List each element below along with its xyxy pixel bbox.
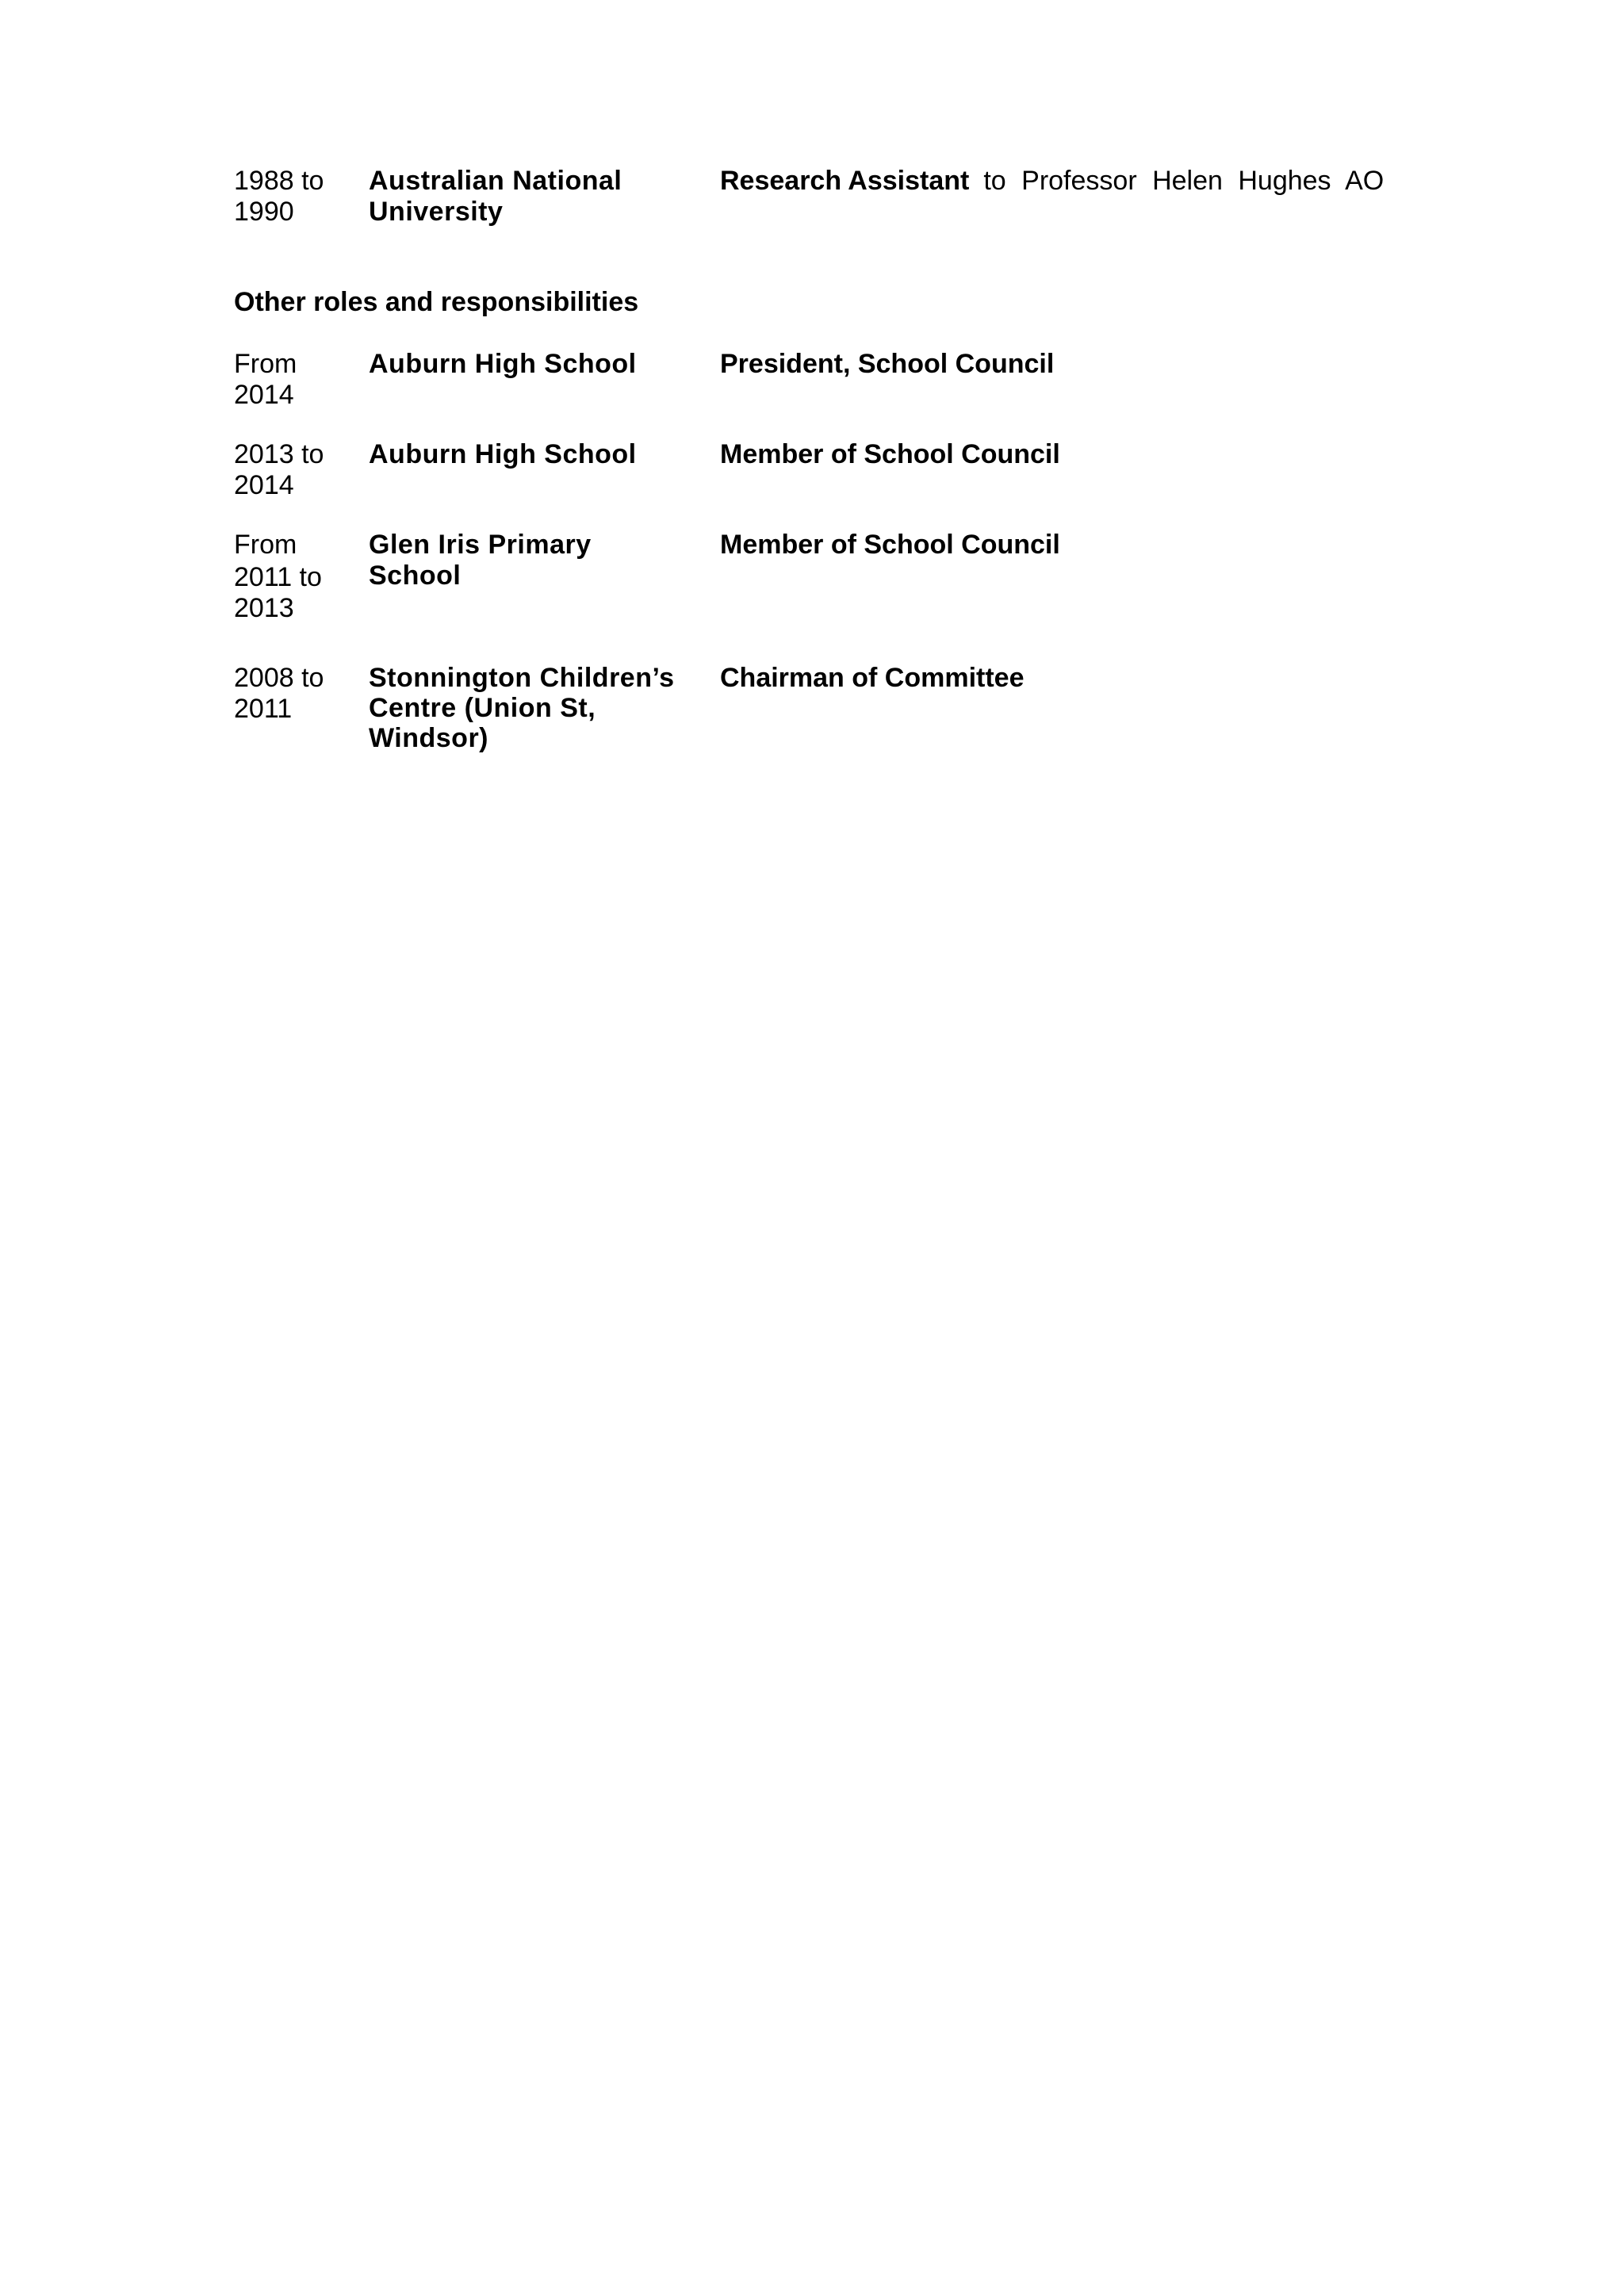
role-organisation: Auburn High School xyxy=(369,349,637,379)
date-line: 2013 xyxy=(234,593,294,623)
role-date xyxy=(234,349,365,411)
date-line: 2014 xyxy=(234,470,294,500)
role-description: to Professor Helen Hughes AO xyxy=(983,166,1385,196)
date-line: 1988 to xyxy=(234,166,324,196)
date-line: 2011 xyxy=(234,694,293,724)
employment-date xyxy=(234,166,365,228)
date-line: From xyxy=(234,349,297,379)
role-title: Chairman of Committee xyxy=(720,663,1025,693)
date-line: From xyxy=(234,530,297,560)
date-line: 1990 xyxy=(234,197,294,227)
employment-organisation: Australian National University xyxy=(369,166,622,227)
date-line: 2008 to xyxy=(234,663,324,693)
date-line: 2013 to xyxy=(234,439,324,469)
date-line: 2014 xyxy=(234,380,294,410)
role-title: Research Assistant xyxy=(720,166,970,196)
role-date xyxy=(234,663,365,725)
role-date xyxy=(234,439,365,501)
role-title: Member of School Council xyxy=(720,439,1060,469)
date-line: 2011 to xyxy=(234,562,322,592)
role-organisation: Stonnington Children’s Centre (Union St, Windsor) xyxy=(369,663,675,753)
role-title: Member of School Council xyxy=(720,530,1060,560)
employment-role xyxy=(720,166,1513,197)
section-heading: Other roles and responsibilities xyxy=(234,287,639,317)
role-organisation: Auburn High School xyxy=(369,439,637,469)
role-title: President, School Council xyxy=(720,349,1055,379)
role-organisation: Glen Iris Primary School xyxy=(369,530,592,591)
role-date xyxy=(234,530,365,624)
